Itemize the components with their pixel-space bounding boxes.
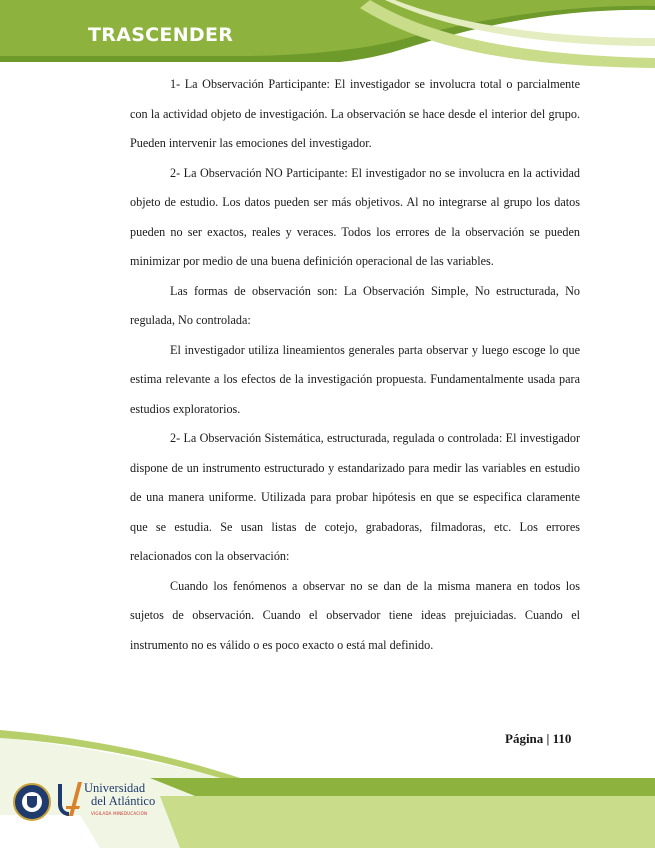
footer-banner-graphic [0,700,655,848]
page-header [0,0,655,70]
university-name-line1: Universidad [84,781,146,795]
paragraph-observacion-sistematica: 2- La Observación Sistemática, estructurada, regulada o controlada: El investigador dispone de un instrumento estructurado y estandarizado para medir las variables en estudio de una manera uniforme. Utilizada para probar hipótesis en que se especifica claramente que se estudia. Se usan listas de cotejo, grabadoras, filmadoras, etc. Los errores relacionados con la observación: [130,431,580,563]
university-name-line2: del Atlántico [91,794,156,808]
header-brand-title: TRASCENDER [88,24,234,46]
ua-logo-icon [56,778,82,818]
university-seal-icon [13,783,51,821]
paragraph-observacion-no-participante: 2- La Observación NO Participante: El investigador no se involucra en la actividad objeto de estudio. Los datos pueden ser más objetivos. Al no integrarse al grupo los datos pueden no ser exactos, reales y veraces. Todos los errores de la observación se pueden minimizar por medio de una buena definición operacional de las variables. [130,165,580,268]
paragraph-lineamientos: El investigador utiliza lineamientos generales parta observar y luego escoge lo que estima relevante a los efectos de la investigación propuesta. Fundamentalmente usada para estudios exploratorios. [130,342,580,416]
paragraph-errores: Cuando los fenómenos a observar no se dan de la misma manera en todos los sujetos de observación. Cuando el observador tiene ideas prejuiciadas. Cuando el instrumento no es válido o es poco exacto o está mal definido. [130,578,580,652]
page-footer [0,700,655,848]
document-body [130,70,580,660]
paragraph-observacion-participante: 1- La Observación Participante: El investigador se involucra total o parcialmente con la actividad objeto de investigación. La observación se hace desde el interior del grupo. Pueden intervenir las emociones del investigador. [130,77,580,150]
university-name [84,782,155,808]
page-number: Página | 110 [505,731,572,746]
paragraph-formas-observacion: Las formas de observación son: La Observación Simple, No estructurada, No regulada, No controlada: [130,283,580,327]
university-tagline: VIGILADA MINEDUCACIÓN [91,811,148,816]
